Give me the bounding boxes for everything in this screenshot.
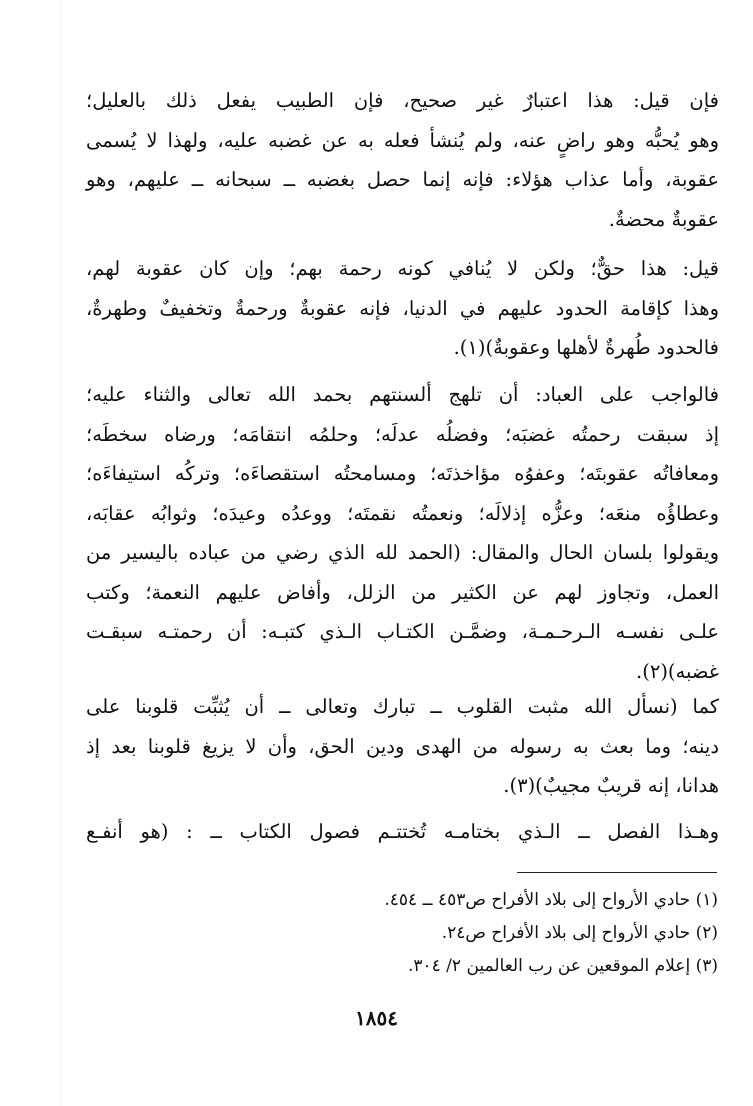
text-line: كما (نسأل الله مثبت القلوب ــ تبارك وتعالى ــ أن يُثبِّت قلوبنا على	[86, 695, 719, 718]
footnote-1: (١) حادي الأرواح إلى بلاد الأفراح ص٤٥٣ ــ ٤٥٤.	[384, 890, 718, 910]
text-line: فالواجب على العباد: أن تلهج ألسنتهم بحمد الله تعالى والثناء عليه؛	[86, 383, 719, 406]
text-line: وهذا كإقامة الحدود عليهم في الدنيا، فإنه عقوبةٌ ورحمةٌ وتخفيفٌ وطهرةٌ،	[86, 296, 719, 320]
paragraph-reply	[86, 249, 719, 368]
text-line: عقوبةٌ محضةٌ.	[608, 207, 719, 231]
text-line: وعطاؤُه منعَه؛ وعزُّه إذلالَه؛ ونعمتُه نقمتَه؛ ووعدُه وعيدَه؛ وثوابُه عقابَه،	[86, 501, 719, 525]
text-line: ومعافاتُه عقوبتَه؛ وعفوُه مؤاخذتَه؛ ومسامحتُه استقصاءَه؛ وتركُه استيفاءَه؛	[86, 462, 719, 485]
text-line: ويقولوا بلسان الحال والمقال: (الحمد لله الذي رضي من عباده باليسير من	[86, 541, 719, 564]
text-line: إذ سبقت رحمتُه غضبَه؛ وفضلُه عدلَه؛ وحلمُه انتقامَه؛ ورضاه سخطَه؛	[86, 422, 719, 446]
footnote-3: (٣) إعلام الموقعين عن رب العالمين ٢/ ٣٠٤.	[407, 956, 718, 976]
text-line: وهـذا الفصل ــ الـذي بختامـه تُختتـم فصول الكتاب ــ : (هو أنفـع	[86, 820, 719, 843]
text-line: عقوبة، وأما عذاب هؤلاء: فإنه إنما حصل بغضبه ــ سبحانه ــ عليهم، وهو	[86, 168, 719, 191]
page-edge-shadow	[60, 0, 61, 1106]
text-line: غضبه)(٢).	[636, 659, 719, 683]
text-line: هدانا، إنه قريبٌ مجيبٌ)(٣).	[503, 774, 719, 797]
paragraph-objection	[86, 81, 719, 239]
paragraph-duty-of-servants	[86, 375, 719, 691]
text-line: دينه؛ وما بعث به رسوله من الهدى ودين الحق، وأن لا يزيغ قلوبنا بعد إذ	[86, 734, 719, 758]
footnote-2: (٢) حادي الأرواح إلى بلاد الأفراح ص٢٤.	[441, 923, 718, 943]
footnotes	[86, 884, 718, 983]
paragraph-closing-section	[86, 812, 719, 852]
text-line: علـى نفسـه الـرحـمـة، وضمَّـن الكتـاب الـذي كتبـه: أن رحمتـه سبقـت	[86, 620, 719, 643]
text-line: فإن قيل: هذا اعتبارٌ غير صحيح، فإن الطبيب يفعل ذلك بالعليل؛	[86, 89, 719, 112]
page-number: ١٨٥٤	[355, 1006, 398, 1030]
text-line: فالحدود طُهرةٌ لأهلها وعقوبةٌ)(١).	[453, 336, 719, 359]
text-line: وهو يُحبُّه وهو راضٍ عنه، ولم يُنشأ فعله به عن غضبه عليه، ولهذا لا يُسمى	[86, 128, 719, 152]
paragraph-supplication	[86, 687, 719, 806]
text-line: العمل، وتجاوز لهم عن الكثير من الزلل، وأفاض عليهم النعمة؛ وكتب	[86, 580, 719, 604]
footnote-separator	[517, 872, 717, 873]
text-line: قيل: هذا حقٌّ؛ ولكن لا يُنافي كونه رحمة بهم؛ وإن كان عقوبة لهم،	[86, 257, 719, 280]
